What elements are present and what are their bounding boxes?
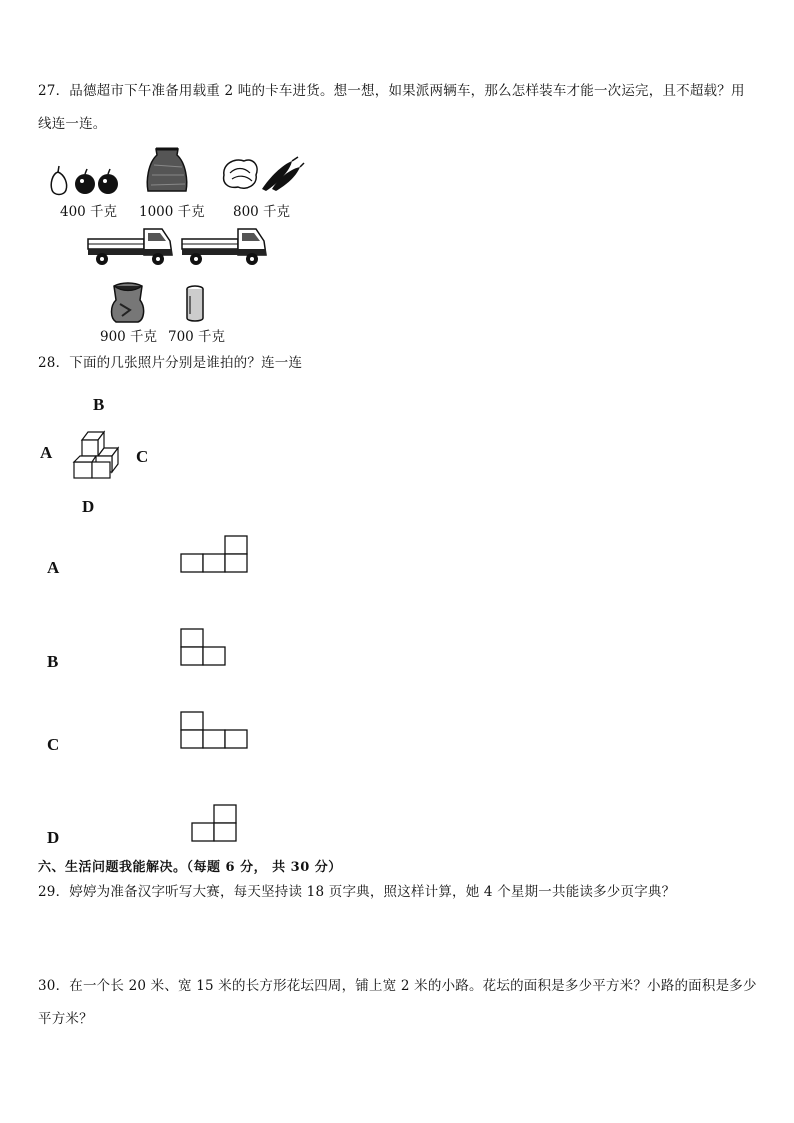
photo-label-d: D: [47, 828, 60, 847]
q28-text: 28．下面的几张照片分别是谁拍的？连一连: [38, 355, 303, 371]
goods-weight-sack: 1000 千克: [139, 204, 205, 220]
photo-view-c[interactable]: [180, 711, 252, 749]
cube-stack-figure: [72, 428, 122, 480]
truck-icon[interactable]: [86, 225, 176, 270]
goods-weight-fruit: 400 千克: [60, 204, 118, 220]
q27-text-line2: 线连一连。: [38, 116, 107, 132]
q29-text: 29．婷婷为准备汉字听写大赛，每天坚持读 18 页字典，照这样计算，她 4 个星期一共能读多少页字典？: [38, 884, 676, 900]
vegetables-icon: [220, 155, 302, 195]
bag-icon: [108, 280, 148, 325]
photo-label-b: B: [47, 652, 59, 671]
viewer-label-a: A: [40, 443, 53, 462]
jar-icon: [184, 284, 208, 324]
photo-view-b[interactable]: [180, 628, 230, 666]
goods-weight-bag: 900 千克: [100, 329, 158, 345]
q30-text-line1: 30．在一个长 20 米、宽 15 米的长方形花坛四周，铺上宽 2 米的小路。花坛的面积是多少平方米？小路的面积是多少: [38, 978, 757, 994]
goods-weight-vegetables: 800 千克: [233, 204, 291, 220]
viewer-label-d: D: [82, 497, 95, 516]
truck-icon[interactable]: [180, 225, 270, 270]
fruit-icon: [46, 160, 121, 200]
photo-view-d[interactable]: [191, 804, 241, 844]
section-6-title: 六、生活问题我能解决。（每题 6 分， 共 30 分）: [38, 860, 342, 875]
photo-view-a[interactable]: [180, 535, 250, 573]
viewer-label-c: C: [136, 447, 149, 466]
q30-text-line2: 平方米？: [38, 1011, 93, 1027]
goods-weight-jar: 700 千克: [168, 329, 226, 345]
photo-label-c: C: [47, 735, 60, 754]
sack-icon: [144, 145, 194, 195]
viewer-label-b: B: [93, 395, 105, 414]
photo-label-a: A: [47, 558, 60, 577]
q27-text-line1: 27．品德超市下午准备用载重 2 吨的卡车进货。想一想，如果派两辆车，那么怎样装车才能一次运完，且不超载？用: [38, 83, 745, 99]
